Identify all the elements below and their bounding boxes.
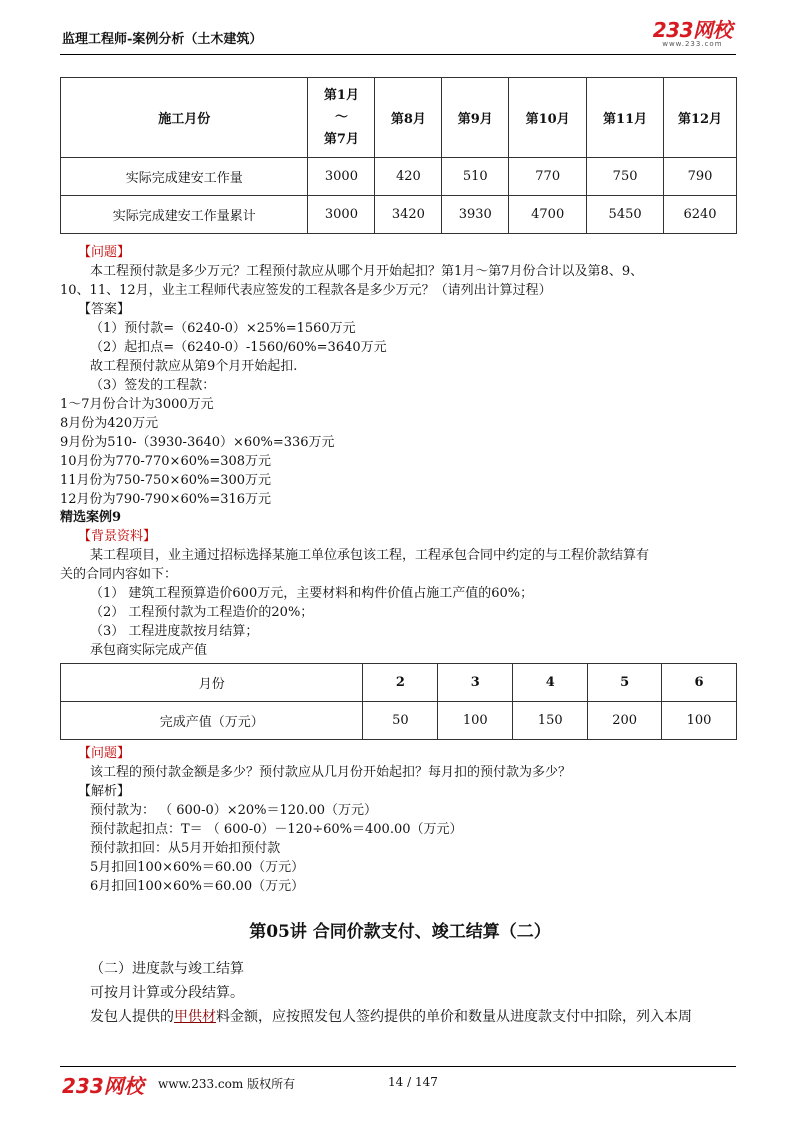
analysis-line: 预付款为： （ 600-0）×20%＝120.00（万元） xyxy=(90,803,378,818)
question-text: 10、11、12月，业主工程师代表应签发的工程款各是多少万元？（请列出计算过程） xyxy=(60,283,552,298)
case-background-section xyxy=(60,508,740,660)
table-cell: 4700 xyxy=(509,196,587,234)
table-caption: 承包商实际完成产值 xyxy=(90,643,208,658)
answer-line: （3）签发的工程款： xyxy=(90,378,216,393)
table-cell: 100 xyxy=(662,702,737,740)
contract-item: （1） 建筑工程预算造价600万元，主要材料和构件价值占施工产值的60%； xyxy=(90,586,534,601)
lesson-text-segment: 发包人提供的 xyxy=(90,1009,174,1025)
keyword-link[interactable]: 甲供材 xyxy=(174,1009,216,1025)
header-line: 第1月 xyxy=(323,87,359,103)
question-text: 该工程的预付款金额是多少？预付款应从几月份开始起扣？每月扣的预付款为多少？ xyxy=(90,765,572,780)
contract-item: （2） 工程预付款为工程造价的20%； xyxy=(90,605,314,620)
analysis-line: 预付款起扣点：T＝ （ 600-0）－120÷60%＝400.00（万元） xyxy=(90,822,463,837)
background-label: 【背景资料】 xyxy=(78,529,157,544)
table-header-cell: 第11月 xyxy=(587,78,664,158)
table-cell: 3000 xyxy=(308,158,375,196)
question-text: 本工程预付款是多少万元？工程预付款应从哪个月开始起扣？第1月～第7月份合计以及第8、9、 xyxy=(90,264,644,279)
header-line: ～ xyxy=(334,109,348,125)
table-cell: 420 xyxy=(375,158,442,196)
table-header-cell: 3 xyxy=(438,664,513,702)
answer-line: 1～7月份合计为3000万元 xyxy=(60,397,214,412)
table-cell: 50 xyxy=(363,702,438,740)
table-header-cell: 第9月 xyxy=(442,78,509,158)
logo-url: www.233.com xyxy=(662,40,723,48)
question-answer-section-1 xyxy=(60,243,740,509)
answer-line: 8月份为420万元 xyxy=(60,416,159,431)
footer-divider xyxy=(60,1066,736,1067)
logo-text: 233网校 xyxy=(652,18,732,42)
answer-line: （1）预付款=（6240-0）×25%=1560万元 xyxy=(90,321,356,336)
analysis-label: 【解析】 xyxy=(78,784,131,799)
table-header-cell: 月份 xyxy=(61,664,363,702)
answer-line: 10月份为770-770×60%=308万元 xyxy=(60,454,272,469)
table-header-cell: 2 xyxy=(363,664,438,702)
output-value-table xyxy=(60,663,737,740)
question-label: 【问题】 xyxy=(78,746,131,761)
lesson-text-segment: 料金额，应按照发包人签约提供的单价和数量从进度款支付中扣除，列入本周 xyxy=(216,1009,692,1025)
table-header-cell: 施工月份 xyxy=(61,78,308,158)
table-cell: 3930 xyxy=(442,196,509,234)
table-cell: 完成产值（万元） xyxy=(61,702,363,740)
construction-volume-table xyxy=(60,77,737,234)
document-header-title: 监理工程师-案例分析（土木建筑） xyxy=(62,32,263,47)
answer-line: 11月份为750-750×60%=300万元 xyxy=(60,473,272,488)
table-header-cell: 5 xyxy=(588,664,662,702)
table-header-cell: 第10月 xyxy=(509,78,587,158)
table-header-cell: 第8月 xyxy=(375,78,442,158)
lesson-subtitle: （二）进度款与竣工结算 xyxy=(90,961,244,977)
analysis-line: 5月扣回100×60%＝60.00（万元） xyxy=(90,860,305,875)
table-header-row xyxy=(61,78,737,158)
table-cell: 200 xyxy=(588,702,662,740)
answer-line: 12月份为790-790×60%=316万元 xyxy=(60,492,272,507)
table-cell: 510 xyxy=(442,158,509,196)
table-cell: 790 xyxy=(664,158,737,196)
lesson-text: 可按月计算或分段结算。 xyxy=(90,985,244,1001)
page-number: 14 / 147 xyxy=(388,1075,438,1089)
case-title: 精选案例9 xyxy=(60,510,122,525)
question-label: 【问题】 xyxy=(78,245,131,260)
table-header-cell: 4 xyxy=(513,664,588,702)
lesson-title: 第05讲 合同价款支付、竣工结算（二） xyxy=(249,922,551,942)
answer-line: 9月份为510-（3930-3640）×60%=336万元 xyxy=(60,435,335,450)
header-divider xyxy=(60,54,736,55)
background-text: 关的合同内容如下： xyxy=(60,567,178,582)
table-cell: 150 xyxy=(513,702,588,740)
table-cell: 750 xyxy=(587,158,664,196)
answer-label: 【答案】 xyxy=(78,302,131,317)
table-cell: 3000 xyxy=(308,196,375,234)
background-text: 某工程项目，业主通过招标选择某施工单位承包该工程，工程承包合同中约定的与工程价款结算有 xyxy=(90,548,650,563)
header-line: 第7月 xyxy=(323,131,359,147)
table-row xyxy=(61,702,737,740)
table-row xyxy=(61,196,737,234)
table-header-row xyxy=(61,664,737,702)
answer-line: （2）起扣点=（6240-0）-1560/60%=3640万元 xyxy=(90,340,387,355)
table-cell: 实际完成建安工作量累计 xyxy=(61,196,308,234)
analysis-line: 6月扣回100×60%＝60.00（万元） xyxy=(90,879,305,894)
contract-item: （3） 工程进度款按月结算； xyxy=(90,624,259,639)
table-row xyxy=(61,158,737,196)
table-cell: 5450 xyxy=(587,196,664,234)
table-header-cell: 第12月 xyxy=(664,78,737,158)
table-cell: 6240 xyxy=(664,196,737,234)
footer-copyright: www.233.com 版权所有 xyxy=(158,1077,296,1091)
table-cell: 100 xyxy=(438,702,513,740)
lesson-text xyxy=(90,1005,692,1029)
table-cell: 实际完成建安工作量 xyxy=(61,158,308,196)
table-header-cell: 6 xyxy=(662,664,737,702)
table-header-cell xyxy=(308,78,375,158)
table-cell: 3420 xyxy=(375,196,442,234)
question-answer-section-2 xyxy=(60,744,740,896)
brand-logo[interactable] xyxy=(653,20,732,48)
table-cell: 770 xyxy=(509,158,587,196)
analysis-line: 预付款扣回：从5月开始扣预付款 xyxy=(90,841,281,856)
answer-line: 故工程预付款应从第9个月开始起扣. xyxy=(90,359,298,374)
footer-logo[interactable]: 233网校 xyxy=(62,1074,144,1098)
